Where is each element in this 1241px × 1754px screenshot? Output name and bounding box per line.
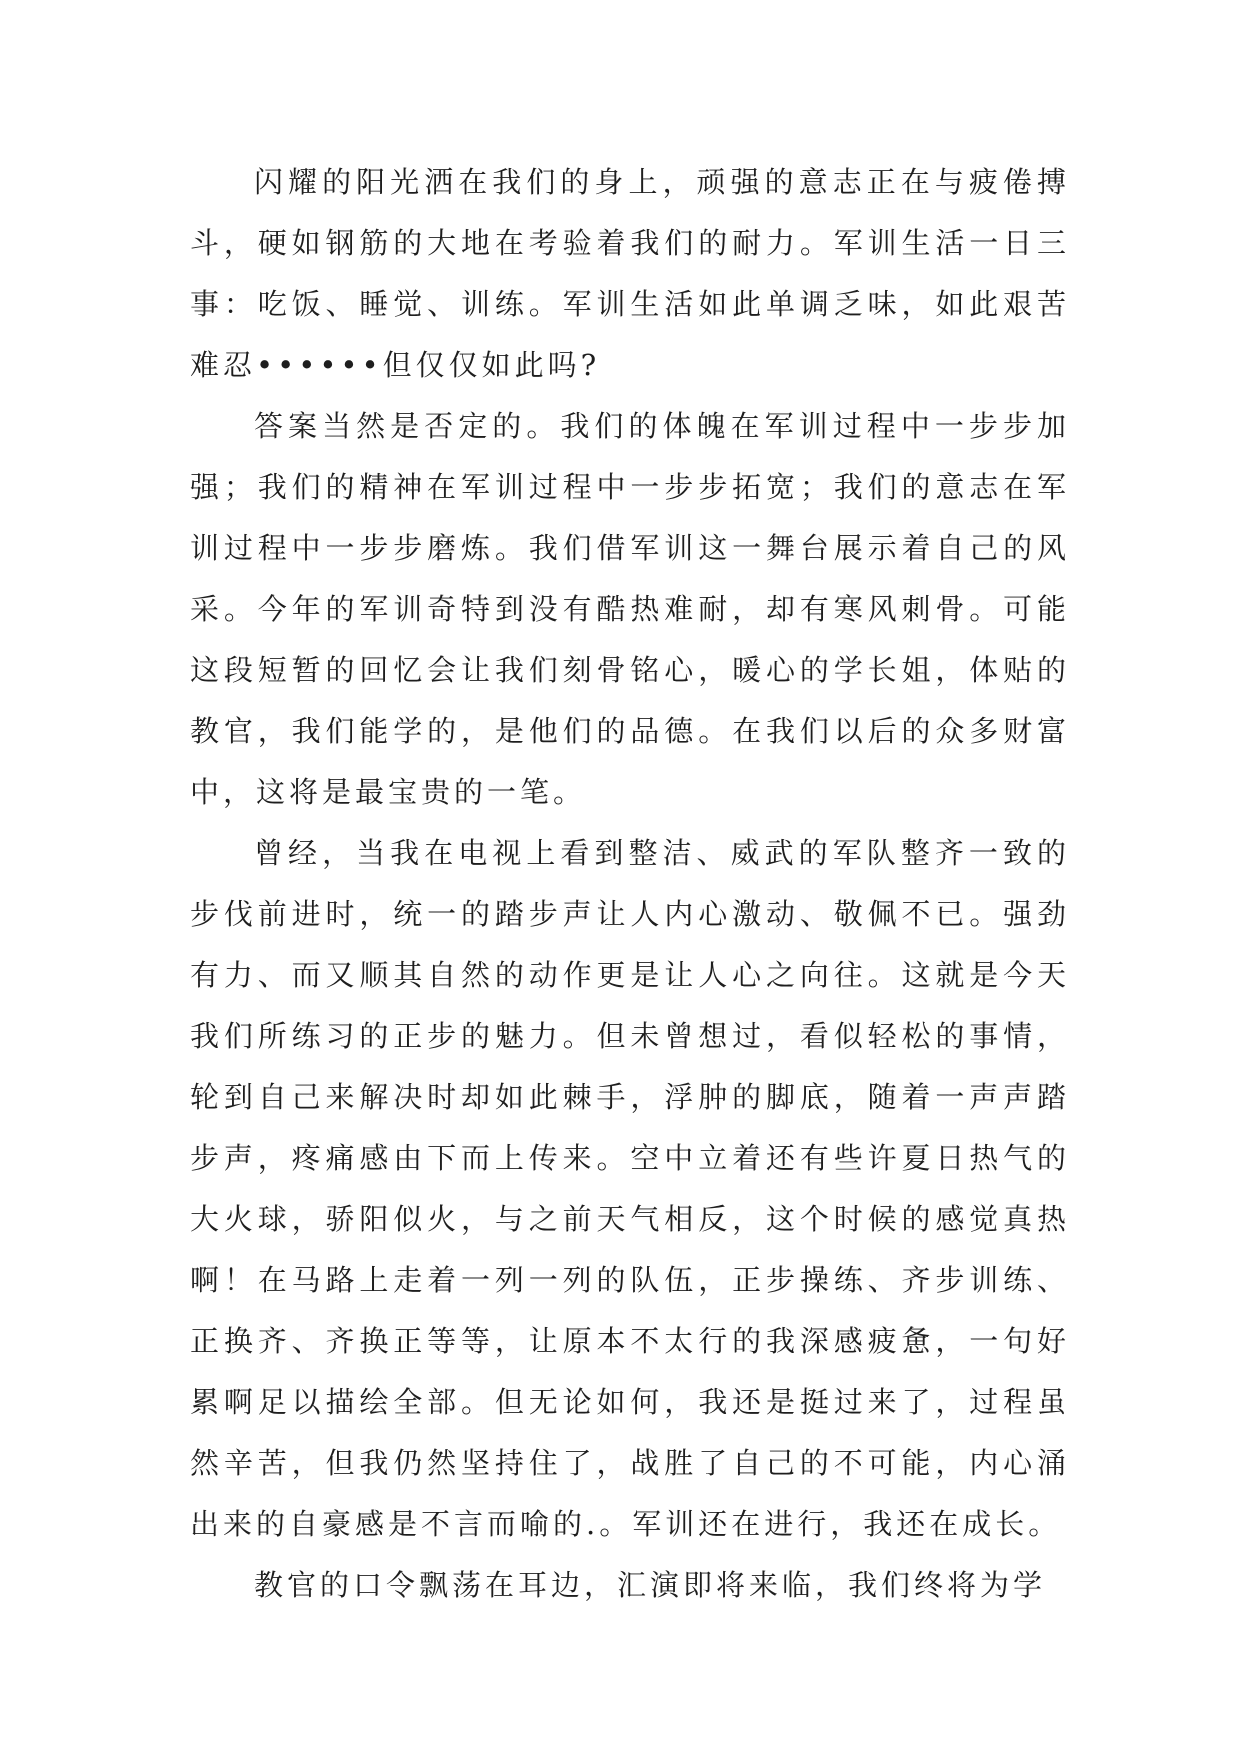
paragraph: 闪耀的阳光洒在我们的身上，顽强的意志正在与疲倦搏斗，硬如钢筋的大地在考验着我们的耐力。军训生活一日三事：吃饭、睡觉、训练。军训生活如此单调乏味，如此艰苦难忍••••••但仅仅如此吗? — [190, 165, 1070, 382]
paragraph: 答案当然是否定的。我们的体魄在军训过程中一步步加强；我们的精神在军训过程中一步步拓宽；我们的意志在军训过程中一步步磨炼。我们借军训这一舞台展示着自己的风采。今年的军训奇特到没有酷热难耐，却有寒风刺骨。可能这段短暂的回忆会让我们刻骨铭心，暖心的学长姐，体贴的教官，我们能学的，是他们的品德。在我们以后的众多财富中，这将是最宝贵的一笔。 — [190, 409, 1070, 809]
paragraph: 曾经，当我在电视上看到整洁、威武的军队整齐一致的步伐前进时，统一的踏步声让人内心激动、敬佩不已。强劲有力、而又顺其自然的动作更是让人心之向往。这就是今天我们所练习的正步的魅力。但未曾想过，看似轻松的事情，轮到自己来解决时却如此棘手，浮肿的脚底，随着一声声踏步声，疼痛感由下而上传来。空中立着还有些许夏日热气的大火球，骄阳似火，与之前天气相反，这个时候的感觉真热啊！在马路上走着一列一列的队伍，正步操练、齐步训练、正换齐、齐换正等等，让原本不太行的我深感疲惫，一句好累啊足以描绘全部。但无论如何，我还是挺过来了，过程虽然辛苦，但我仍然坚持住了，战胜了自己的不可能，内心涌出来的自豪感是不言而喻的.。军训还在进行，我还在成长。 — [190, 836, 1070, 1541]
document-body — [190, 152, 1070, 1616]
paragraph: 教官的口令飘荡在耳边，汇演即将来临，我们终将为学 — [254, 1568, 1047, 1602]
